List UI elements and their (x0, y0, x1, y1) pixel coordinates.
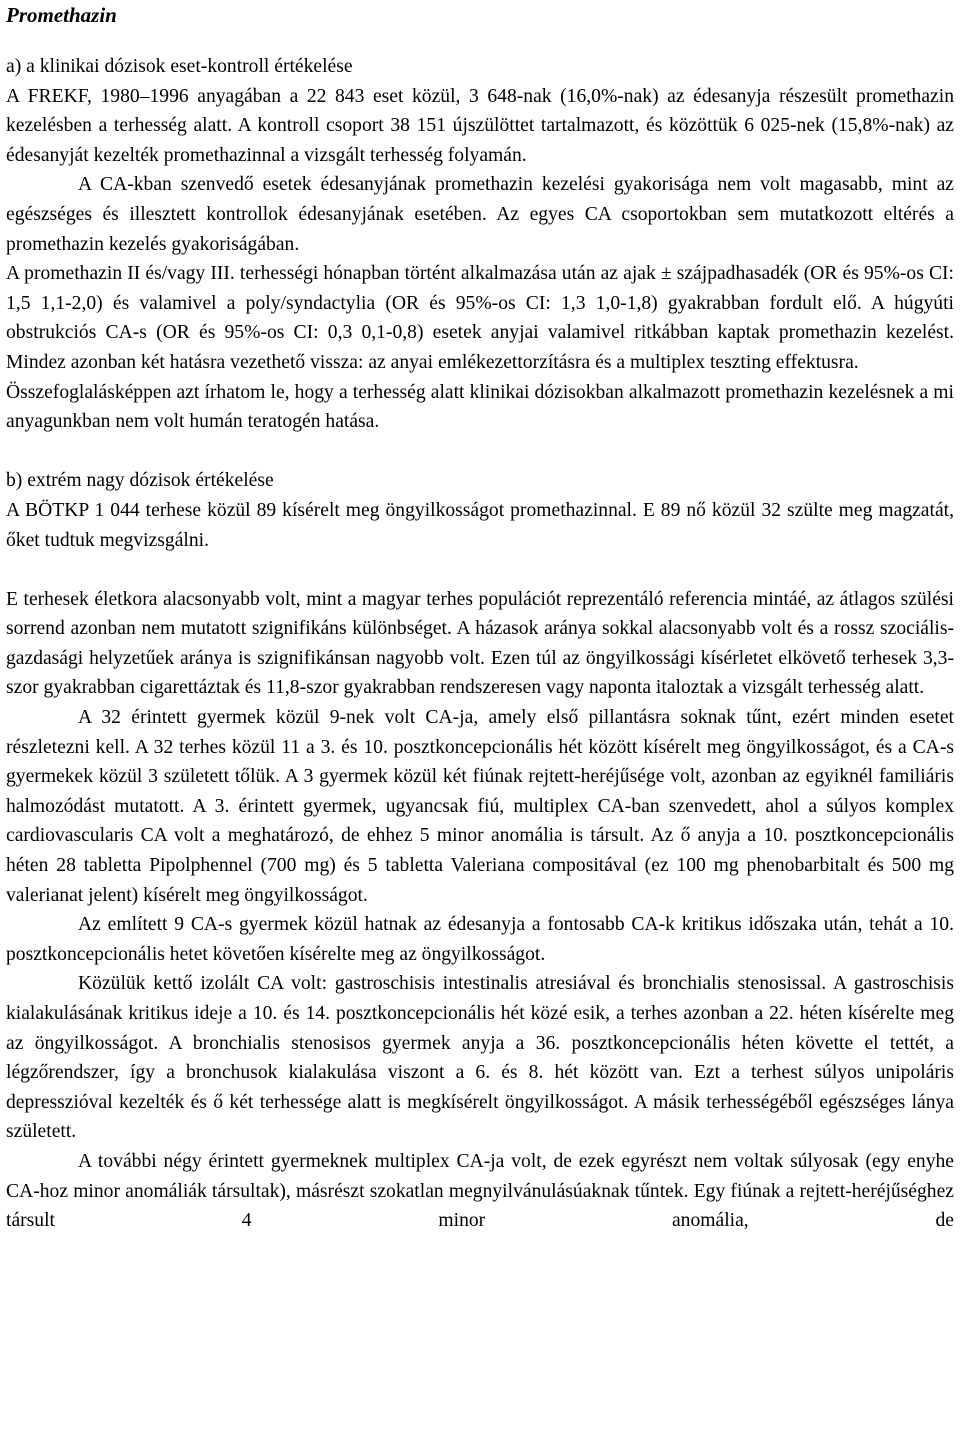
page-title: Promethazin (6, 3, 117, 27)
document-page (6, 0, 954, 1236)
section-a-paragraph-2: A CA-kban szenvedő esetek édesanyjának promethazin kezelési gyakorisága nem volt magasabb, mint az egészséges és illesztett kontrollok édesanyjának esetében. Az egyes CA csoportokban sem mutatkozott eltérés a promethazin kezelés gyakoriságában. (6, 174, 954, 255)
section-b-paragraph-5: Közülük kettő izolált CA volt: gastroschisis intestinalis atresiával és bronchialis stenosissal. A gastroschisis kialakulásának kritikus ideje a 10. és 14. posztkoncepcionális hét közé esik, a terhes azonban a 22. héten kísérelte meg az öngyilkosságot. A bronchialis stenosisos gyermek anyja a 36. posztkoncepcionális héten követte el tettét, a légzőrendszer, így a bronchusok kialakulása viszont a 6. és 8. hét között van. Ezt a terhest súlyos unipoláris depresszióval kezelték és ő két terhessége alatt is megkísérelt öngyilkosságot. A másik terhességéből egészséges lánya született. (6, 973, 954, 1143)
spacer (6, 437, 954, 467)
section-b-paragraph-2: E terhesek életkora alacsonyabb volt, mint a magyar terhes populációt reprezentáló referencia mintáé, az átlagos szülési sorrend azonban nem mutatott szignifikáns különbséget. A házasok aránya sokkal alacsonyabb volt és a rossz szociális-gazdasági helyzetűek aránya is szignifikánsan nagyobb volt. Ezen túl az öngyilkossági kísérletet elkövető terhesek 3,3-szor gyakrabban cigarettáztak és 11,8-szor gyakrabban rendszeresen vagy naponta italoztak a vizsgált terhesség alatt. (6, 588, 954, 699)
section-b-heading: b) extrém nagy dózisok értékelése (6, 470, 274, 492)
section-b-paragraph-6: A további négy érintett gyermeknek multiplex CA-ja volt, de ezek egyrészt nem voltak súlyosak (egy enyhe CA-hoz minor anomáliák társultak), másrészt szokatlan megnyilvánulásúaknak tűntek. Egy fiúnak a rejtett-heréjűséghez társult 4 minor anomália, de (6, 1150, 954, 1232)
section-a-paragraph-3: A promethazin II és/vagy III. terhességi hónapban történt alkalmazása után az ajak ± szájpadhasadék (OR és 95%-os CI: 1,5 1,1-2,0) és valamivel a poly/syndactylia (OR és 95%-os CI: 1,3 1,0-1,8) gyakrabban fordult elő. A húgyúti obstrukciós CA-s (OR és 95%-os CI: 0,3 0,1-0,8) esetek anyjai valamivel ritkábban kaptak promethazin kezelést. Mindez azonban két hatásra vezethető vissza: az anyai emlékezettorzításra és a multiplex teszting effektusra. (6, 263, 954, 373)
section-a-heading: a) a klinikai dózisok eset-kontroll értékelése (6, 56, 353, 77)
section-a-paragraph-1: A FREKF, 1980–1996 anyagában a 22 843 eset közül, 3 648-nak (16,0%-nak) az édesanyja részesült promethazin kezelésben a terhesség alatt. A kontroll csoport 38 151 újszülöttet tartalmazott, és közöttük 6 025-nek (15,8%-nak) az édesanyját kezelték promethazinnal a vizsgált terhesség folyamán. (6, 85, 954, 166)
spacer (6, 555, 954, 585)
section-b-paragraph-1: A BÖTKP 1 044 terhese közül 89 kísérelt meg öngyilkosságot promethazinnal. E 89 nő közül 32 szülte meg magzatát, őket tudtuk megvizsgálni. (6, 499, 954, 551)
section-b-paragraph-3: A 32 érintett gyermek közül 9-nek volt CA-ja, amely első pillantásra soknak tűnt, ezért minden esetet részletezni kell. A 32 terhes közül 11 a 3. és 10. posztkoncepcionális hét között kísérelt meg öngyilkosságot, és a CA-s gyermekek közül 3 született tőlük. A 3 gyermek közül két fiúnak rejtett-heréjűsége volt, azonban az egyiknél familiáris halmozódást mutatott. A 3. érintett gyermek, ugyancsak fiú, multiplex CA-ban szenvedett, ahol a súlyos komplex cardiovascularis CA volt a meghatározó, de ehhez 5 minor anomália is társult. Az ő anyja a 10. posztkoncepcionális héten 28 tabletta Pipolphennel (700 mg) és 5 tabletta Valeriana compositával (ez 100 mg phenobarbitalt és 500 mg valerianat jelent) kísérelt meg öngyilkosságot. (6, 707, 954, 906)
spacer (6, 30, 954, 52)
section-b-paragraph-4: Az említett 9 CA-s gyermek közül hatnak az édesanyja a fontosabb CA-k kritikus időszaka után, tehát a 10. posztkoncepcionális hetet követően kísérelte meg az öngyilkosságot. (6, 914, 954, 965)
section-a-paragraph-4: Összefoglalásképpen azt írhatom le, hogy a terhesség alatt klinikai dózisokban alkalmazott promethazin kezelésnek a mi anyagunkban nem volt humán teratogén hatása. (6, 381, 954, 433)
